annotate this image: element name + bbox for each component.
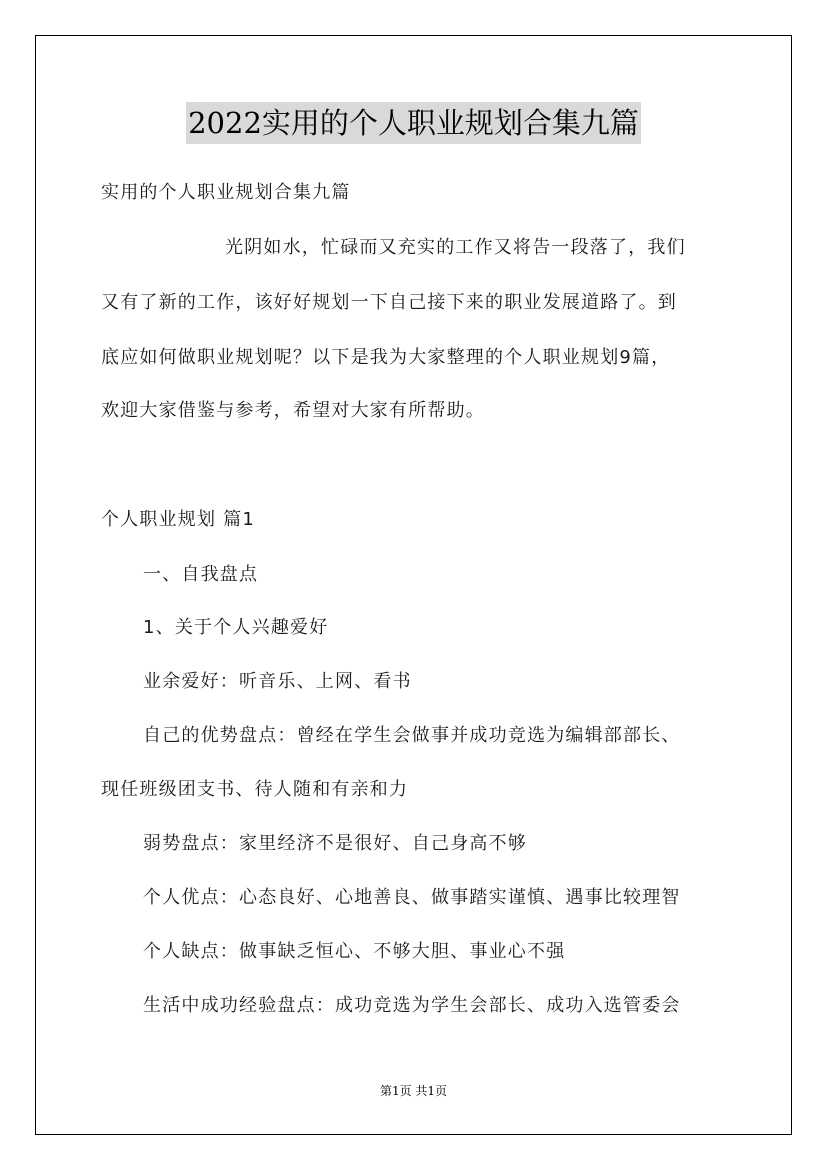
paragraph-line: 光阴如水，忙碌而又充实的工作又将告一段落了，我们 — [225, 237, 686, 258]
section-heading: 个人职业规划 篇1 — [101, 509, 255, 530]
subsection-heading: 一、自我盘点 — [143, 564, 259, 585]
paragraph-line: 欢迎大家借鉴与参考，希望对大家有所帮助。 — [101, 400, 485, 421]
title-container — [0, 102, 827, 144]
paragraph-line: 又有了新的工作，该好好规划一下自己接下来的职业发展道路了。到 — [101, 292, 677, 313]
paragraph-line: 自己的优势盘点：曾经在学生会做事并成功竞选为编辑部部长、 — [143, 725, 681, 746]
paragraph-line: 现任班级团支书、待人随和有亲和力 — [101, 779, 409, 800]
paragraph-line: 底应如何做职业规划呢？以下是我为大家整理的个人职业规划9篇， — [101, 347, 671, 368]
paragraph-line: 生活中成功经验盘点：成功竞选为学生会部长、成功入选管委会 — [143, 995, 681, 1016]
subsection-heading: 1、关于个人兴趣爱好 — [143, 617, 329, 638]
document-title: 2022实用的个人职业规划合集九篇 — [186, 102, 641, 144]
paragraph-line: 弱势盘点：家里经济不是很好、自己身高不够 — [143, 833, 527, 854]
subtitle-line: 实用的个人职业规划合集九篇 — [101, 182, 351, 203]
paragraph-line: 业余爱好：听音乐、上网、看书 — [143, 671, 412, 692]
page-footer: 第1页 共1页 — [379, 1084, 448, 1098]
paragraph-line: 个人缺点：做事缺乏恒心、不够大胆、事业心不强 — [143, 941, 566, 962]
paragraph-line: 个人优点：心态良好、心地善良、做事踏实谨慎、遇事比较理智 — [143, 887, 681, 908]
